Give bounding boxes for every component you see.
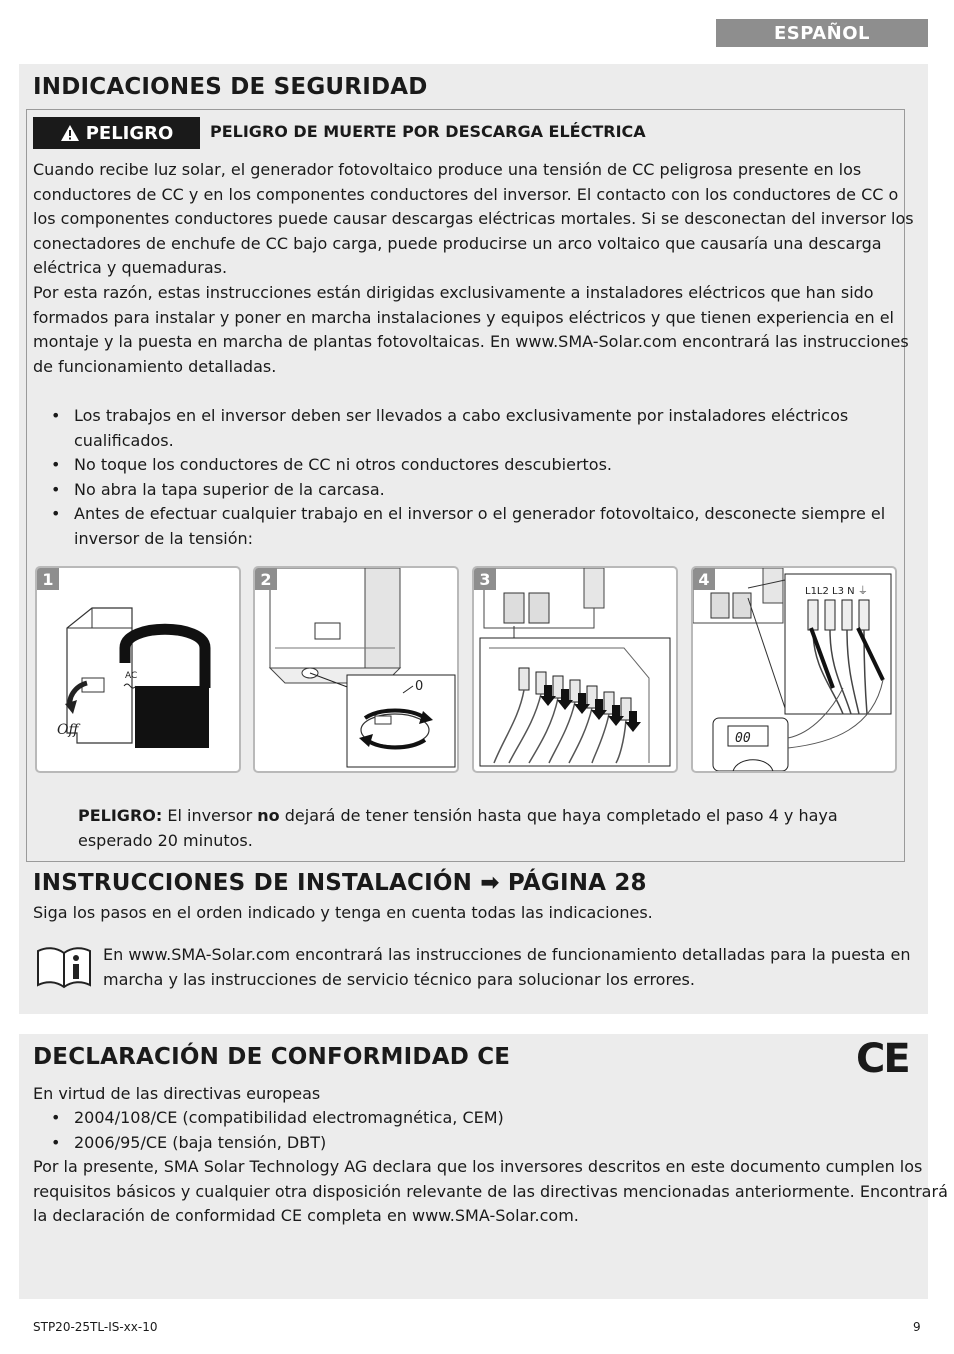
text-line: Por esta razón, estas instrucciones están dirigidas exclusivamente a instaladores eléctricos que han sido xyxy=(33,282,874,302)
text-line: eléctrica y quemaduras. xyxy=(33,258,228,278)
safety-bullets xyxy=(48,404,885,552)
language-tab: ESPAÑOL xyxy=(716,19,928,47)
step-number: 3 xyxy=(474,568,496,590)
breaker-padlock-drawing xyxy=(37,568,239,771)
step-number: 1 xyxy=(37,568,59,590)
list-item: • Antes de efectuar cualquier trabajo en el inversor o el generador fotovoltaico, desconecte siempre el inversor de la tensión: xyxy=(48,502,885,551)
terminal-label: L1L2 L3 N ⏚ xyxy=(805,586,868,597)
danger-note: PELIGRO: El inversor no dejará de tener tensión hasta que haya completado el paso 4 y haya esperado 20 minutos. xyxy=(78,806,838,850)
text-line: Cuando recibe luz solar, el generador fotovoltaico produce una tensión de CC peligrosa presente en los xyxy=(33,160,862,179)
text-line: conductores de CC y en los componentes conductores del inversor. El contacto con los conductores de CC o xyxy=(33,184,899,204)
off-label: Off xyxy=(57,722,79,738)
directive-list xyxy=(48,1106,504,1155)
text-line: conectadores de enchufe de CC bajo carga, puede producirse un arco voltaico que causaría una descarga xyxy=(33,233,882,253)
meter-readout: 00 xyxy=(735,731,751,746)
list-item: • 2004/108/CE (compatibilidad electromagnética, CEM) xyxy=(48,1106,504,1131)
step-3-illustration xyxy=(472,566,678,773)
install-subtitle: Siga los pasos en el orden indicado y tenga en cuenta todas las indicaciones. xyxy=(33,903,653,922)
step-number: 4 xyxy=(693,568,715,590)
conformity-statement: Por la presente, SMA Solar Technology AG declara que los inversores descritos en este documento cumplen los requisitos básicos y cualquier otra disposición relevante de las directivas mencionadas anteriormente. Encontrará la declaración de conformidad CE completa en www.SMA-Solar.com. xyxy=(33,1157,948,1226)
dc-connectors-drawing xyxy=(474,568,676,771)
text-line: formados para instalar y poner en marcha instalaciones y equipos eléctricos y que tienen experiencia en el xyxy=(33,307,894,327)
warning-icon xyxy=(60,124,80,142)
conformity-intro: En virtud de las directivas europeas xyxy=(33,1084,321,1103)
book-info-icon xyxy=(36,945,92,989)
list-item: • No abra la tapa superior de la carcasa. xyxy=(48,478,885,503)
conformity-title: DECLARACIÓN DE CONFORMIDAD CE xyxy=(33,1044,511,1070)
text-line: los componentes conductores puede causar descargas eléctricas mortales. Si se desconectan del inversor los xyxy=(33,209,914,229)
danger-badge xyxy=(33,117,200,149)
page-number: 9 xyxy=(913,1320,921,1334)
list-item: • No toque los conductores de CC ni otros conductores descubiertos. xyxy=(48,453,885,478)
text-line: montaje y la puesta en marcha de plantas fotovoltaicas. En www.SMA-Solar.com encontrará las instrucciones xyxy=(33,332,909,352)
dc-switch-drawing xyxy=(255,568,457,771)
install-info-text: En www.SMA-Solar.com encontrará las instrucciones de funcionamiento detalladas para la puesta en marcha y las instrucciones de servicio técnico para solucionar los errores. xyxy=(103,945,911,989)
ac-label: AC xyxy=(125,671,138,681)
list-item: • Los trabajos en el inversor deben ser llevados a cabo exclusivamente por instaladores eléctricos cualificados. xyxy=(48,404,885,453)
danger-badge-label: PELIGRO xyxy=(85,122,174,144)
ce-mark: CE xyxy=(856,1036,909,1082)
voltage-test-drawing xyxy=(693,568,895,771)
step-number: 2 xyxy=(255,568,277,590)
step-1-illustration xyxy=(35,566,241,773)
zero-label: 0 xyxy=(415,679,424,694)
text-line: de funcionamiento detalladas. xyxy=(33,356,277,376)
danger-title: PELIGRO DE MUERTE POR DESCARGA ELÉCTRICA xyxy=(210,122,646,141)
danger-paragraph-1 xyxy=(33,158,914,379)
install-title: INSTRUCCIONES DE INSTALACIÓN ➡ PÁGINA 28 xyxy=(33,870,647,896)
step-4-illustration xyxy=(691,566,897,773)
safety-title: INDICACIONES DE SEGURIDAD xyxy=(33,74,428,100)
step-2-illustration xyxy=(253,566,459,773)
doc-code: STP20-25TL-IS-xx-10 xyxy=(33,1320,158,1334)
list-item: • 2006/95/CE (baja tensión, DBT) xyxy=(48,1131,504,1156)
